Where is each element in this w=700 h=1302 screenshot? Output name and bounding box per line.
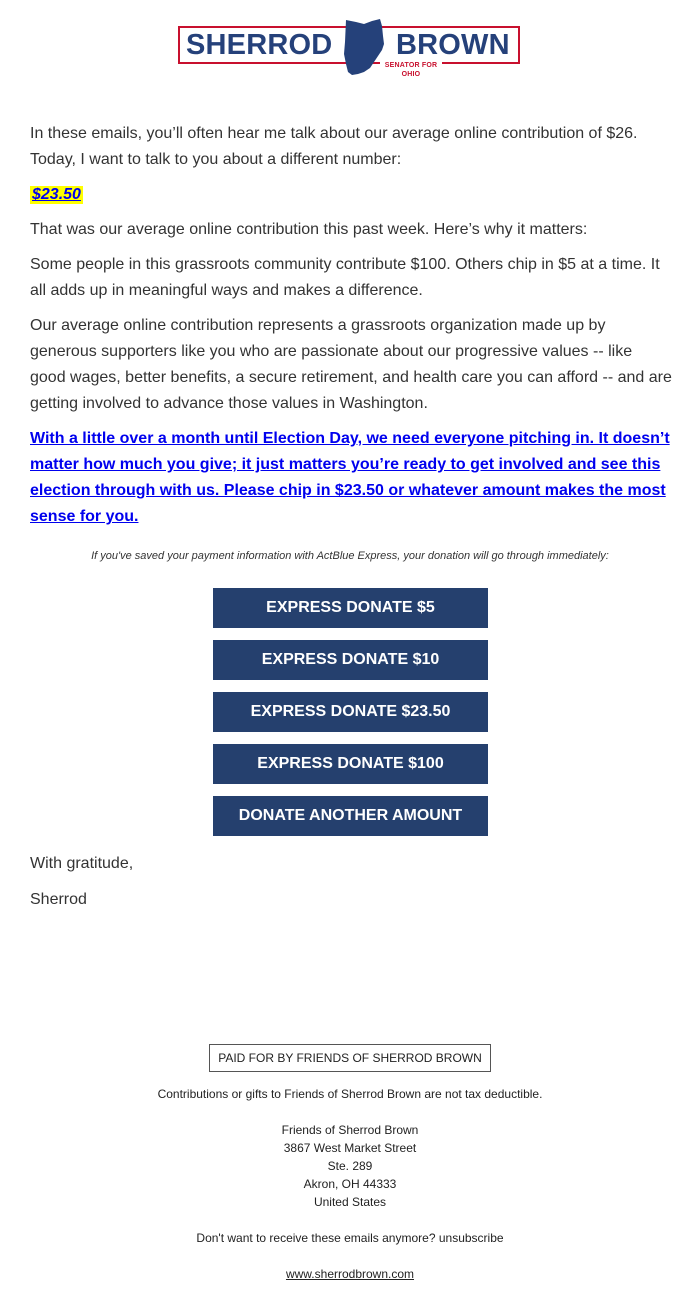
website-line: [0, 1265, 700, 1283]
address-line: Akron, OH 44333: [303, 1177, 397, 1191]
donate-another-amount-button[interactable]: DONATE ANOTHER AMOUNT: [213, 796, 488, 836]
unsubscribe-line: [0, 1229, 700, 1247]
logo-tagline: SENATOR FOR OHIO: [380, 61, 442, 79]
express-donate-10-button[interactable]: EXPRESS DONATE $10: [213, 640, 488, 680]
express-donate-100-button[interactable]: EXPRESS DONATE $100: [213, 744, 488, 784]
highlight-amount-link[interactable]: $23.50: [32, 186, 81, 203]
paid-for-disclaimer: PAID FOR BY FRIENDS OF SHERROD BROWN: [209, 1044, 491, 1072]
sherrod-brown-logo[interactable]: [178, 18, 524, 76]
mailing-address: [0, 1121, 700, 1211]
unsubscribe-link[interactable]: unsubscribe: [438, 1231, 504, 1245]
express-note: If you've saved your payment information with ActBlue Express, your donation will go through immediately:: [91, 550, 609, 562]
address-line: 3867 West Market Street: [283, 1141, 417, 1155]
paragraph-grassroots: Some people in this grassroots community contribute $100. Others chip in $5 at a time. It all adds up in meaningful ways and makes a difference.: [30, 256, 660, 299]
website-link[interactable]: www.sherrodbrown.com: [285, 1267, 415, 1281]
express-donate-5-button[interactable]: EXPRESS DONATE $5: [213, 588, 488, 628]
express-donate-23-50-button[interactable]: EXPRESS DONATE $23.50: [213, 692, 488, 732]
paragraph-average: That was our average online contribution this past week. Here’s why it matters:: [30, 221, 588, 238]
email-body: [30, 121, 672, 530]
address-line: Ste. 289: [327, 1159, 373, 1173]
tax-disclaimer: Contributions or gifts to Friends of Sherrod Brown are not tax deductible.: [157, 1087, 543, 1101]
cta-donate-link[interactable]: With a little over a month until Election Day, we need everyone pitching in. It doesn’t matter how much you give; it just matters you’re ready to get involved and see this election through with us. Please chip in $23.50 or whatever amount makes the most sense for you.: [30, 430, 670, 525]
highlight-amount-line: [30, 182, 672, 208]
closing-text: With gratitude,: [30, 855, 134, 872]
paragraph-values: Our average online contribution represents a grassroots organization made up by generous supporters like you who are passionate about our progressive values -- like good wages, better benefits, a secure retirement, and health care you can afford -- and are getting involved to advance those values in Washington.: [30, 317, 672, 412]
address-line: Friends of Sherrod Brown: [281, 1123, 419, 1137]
paragraph-intro: In these emails, you’ll often hear me talk about our average online contribution of $26. Today, I want to talk to you about a different number:: [30, 125, 638, 168]
logo-text-first: SHERROD: [186, 29, 333, 61]
logo-text-second: BROWN: [396, 29, 510, 61]
signature-name: Sherrod: [30, 891, 87, 908]
address-line: United States: [313, 1195, 387, 1209]
unsubscribe-prefix: Don't want to receive these emails anymore?: [196, 1231, 436, 1245]
